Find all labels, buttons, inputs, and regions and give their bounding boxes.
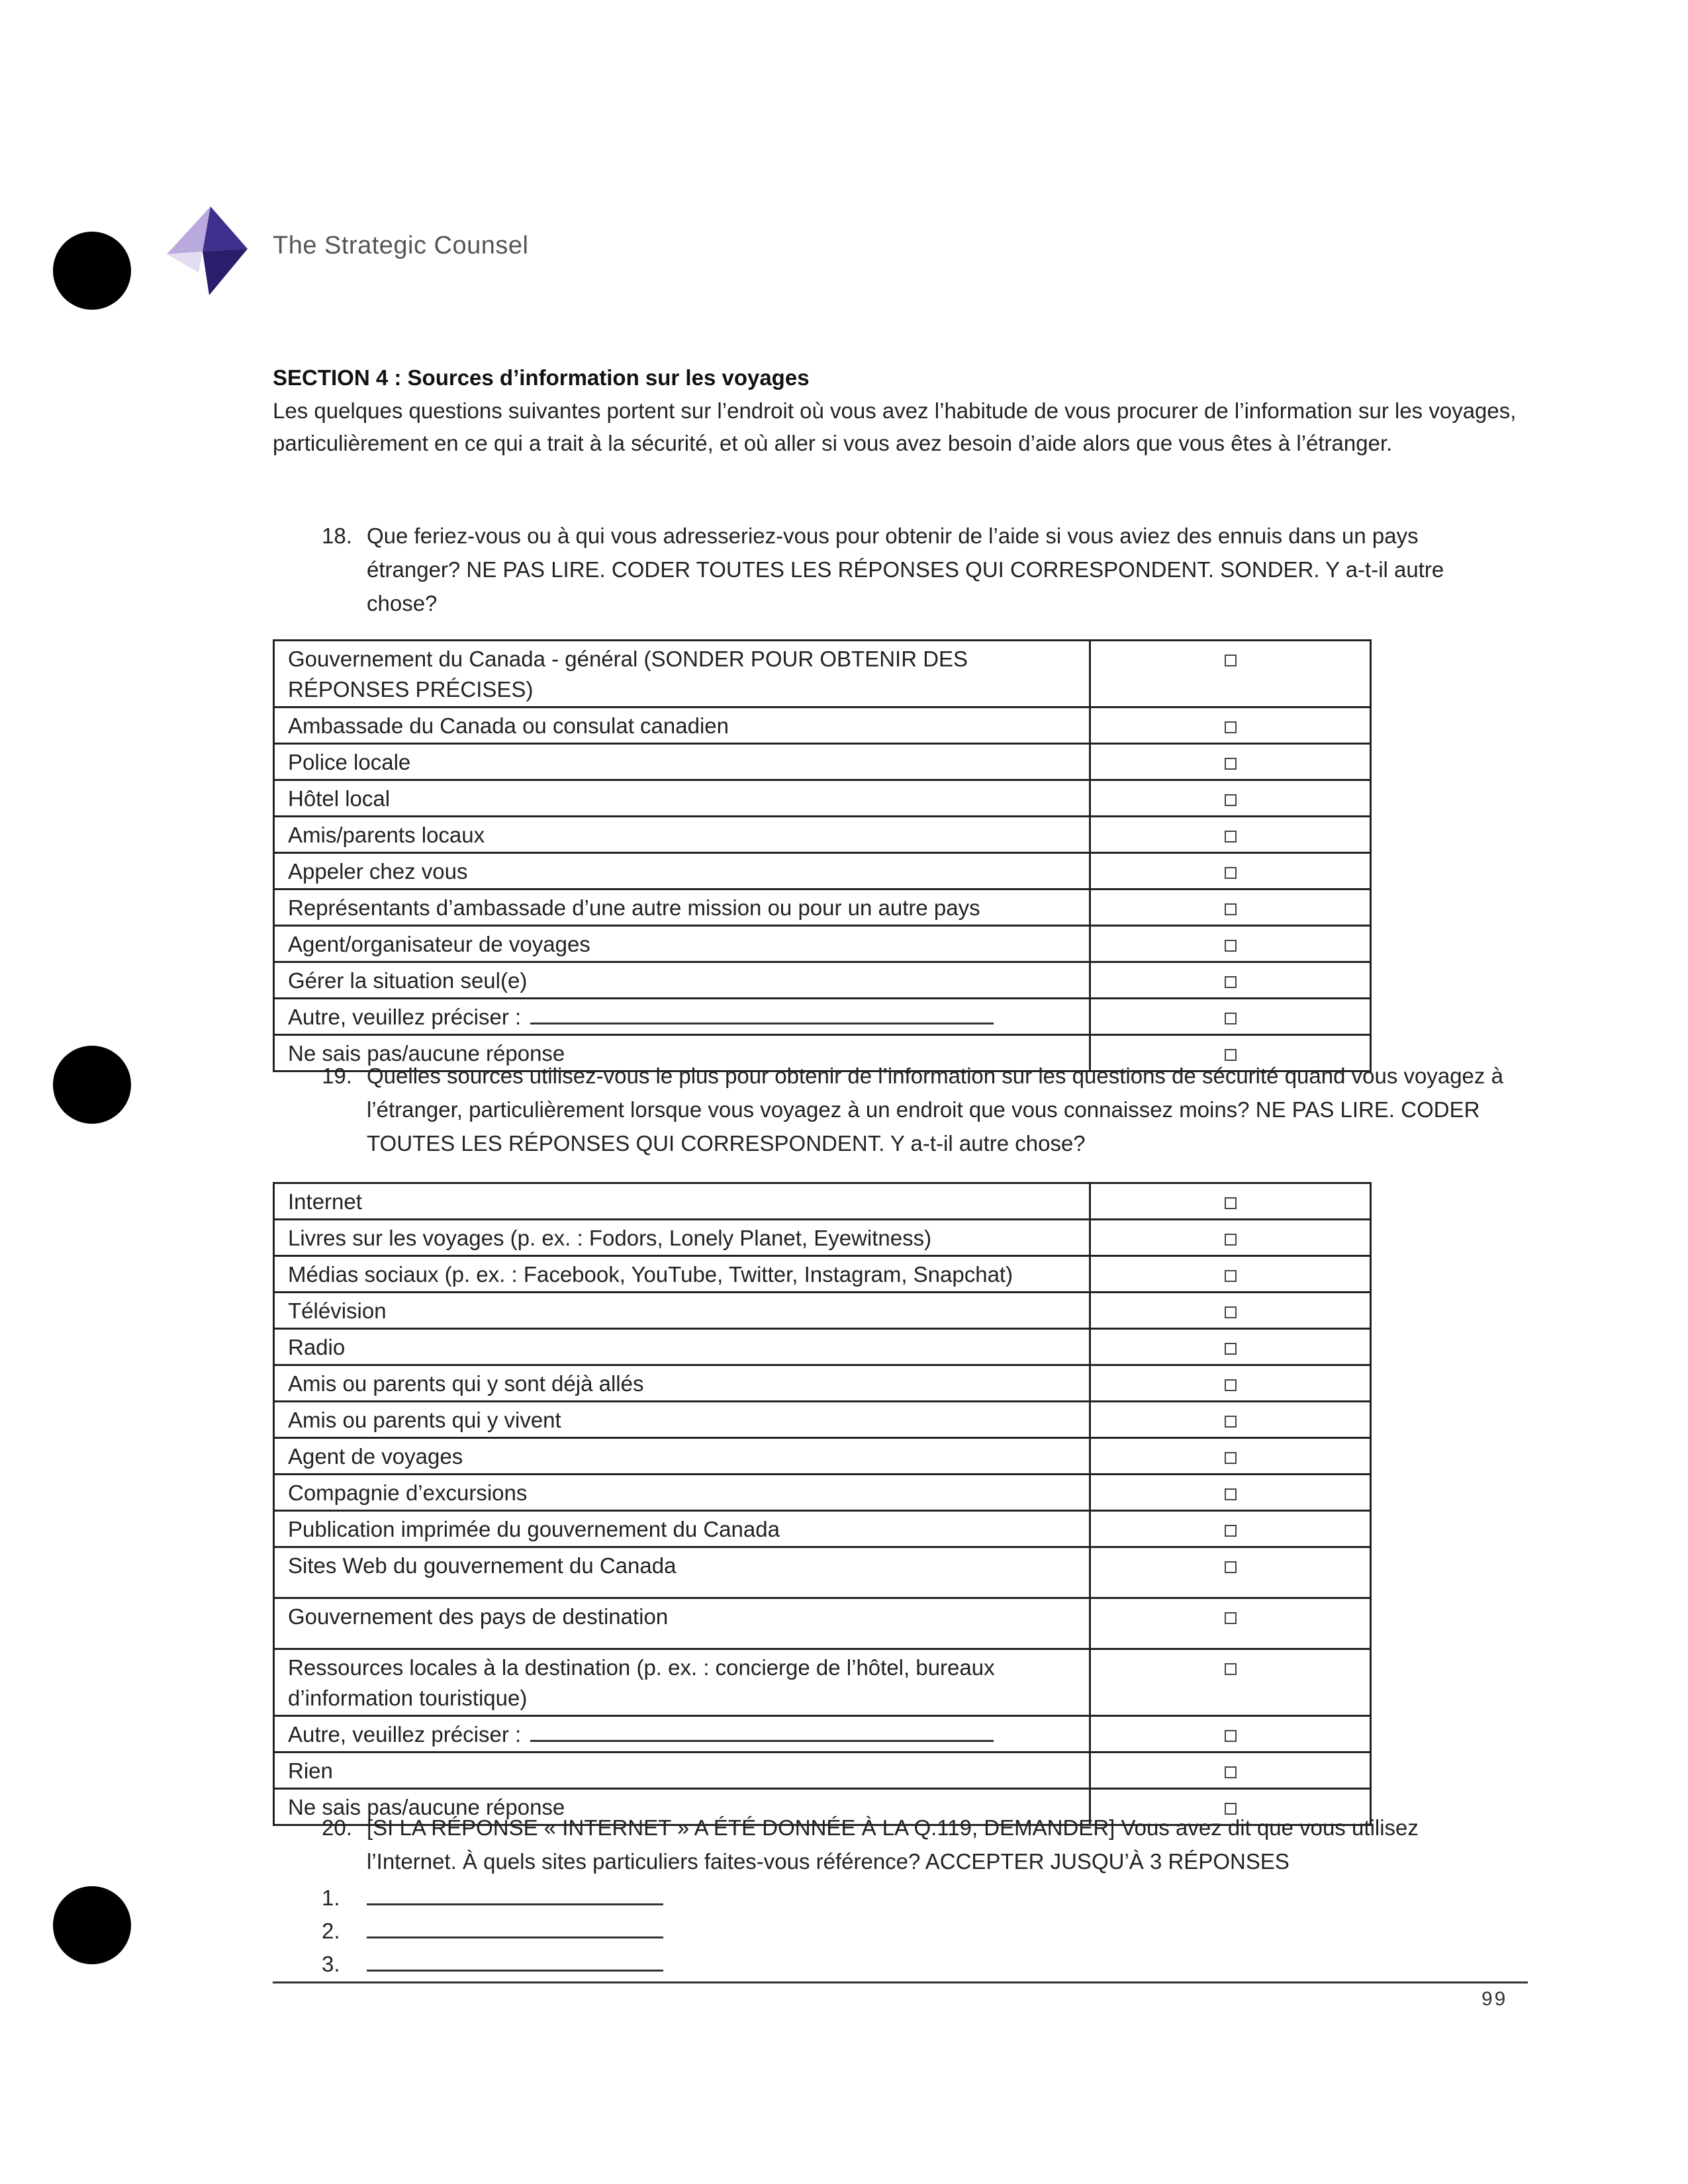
section-title: SECTION 4 : Sources d’information sur les voyages [273, 365, 810, 390]
table-row [274, 1329, 1371, 1365]
checkbox[interactable] [1225, 1416, 1237, 1428]
option-label: Publication imprimée du gouvernement du Canada [274, 1511, 1090, 1547]
table-row [274, 1438, 1371, 1475]
option-label: Amis/parents locaux [274, 817, 1090, 853]
answer-number: 2. [322, 1919, 340, 1943]
table-row [274, 999, 1371, 1035]
question-number: 18. [322, 523, 352, 548]
footer-divider [273, 1981, 1528, 1983]
option-label: Autre, veuillez préciser : [288, 1005, 522, 1029]
option-label: Ne sais pas/aucune réponse [274, 1789, 1090, 1825]
question-19 [322, 1059, 1513, 1160]
q19-answer-table [273, 1182, 1372, 1826]
option-label: Rien [274, 1752, 1090, 1789]
option-label: Internet [274, 1183, 1090, 1220]
table-row [274, 1752, 1371, 1789]
section-intro: Les quelques questions suivantes portent sur l’endroit où vous avez l’habitude de vous procurer de l’information sur les voyages, particulièrement en ce qui a trait à la sécurité, et où aller si vous avez besoin d’aide alors que vous êtes à l’étranger. [273, 398, 1517, 455]
company-name: The Strategic Counsel [273, 232, 529, 259]
hole-punch-mark [53, 1886, 131, 1964]
table-row [274, 1183, 1371, 1220]
table-row [274, 817, 1371, 853]
table-row [274, 889, 1371, 926]
checkbox[interactable] [1225, 1525, 1237, 1537]
checkbox[interactable] [1225, 758, 1237, 770]
checkbox[interactable] [1225, 1234, 1237, 1246]
question-20 [322, 1811, 1513, 1878]
table-row [274, 962, 1371, 999]
option-label: Télévision [274, 1293, 1090, 1329]
option-label: Autre, veuillez préciser : [288, 1722, 522, 1747]
answer-number: 1. [322, 1886, 340, 1910]
checkbox[interactable] [1225, 1343, 1237, 1355]
checkbox[interactable] [1225, 1488, 1237, 1500]
table-row [274, 1716, 1371, 1752]
question-text: [SI LA RÉPONSE « INTERNET » A ÉTÉ DONNÉE À LA Q.119, DEMANDER] Vous avez dit que vous utilisez l’Internet. À quels sites particuliers faites-vous référence? ACCEPTER JUSQU’À 3 RÉPONSES [367, 1815, 1419, 1874]
hole-punch-mark [53, 232, 131, 310]
checkbox[interactable] [1225, 721, 1237, 733]
checkbox[interactable] [1225, 1612, 1237, 1624]
option-label: Ressources locales à la destination (p. ex. : concierge de l’hôtel, bureaux d’information touristique) [274, 1649, 1090, 1716]
option-label: Gérer la situation seul(e) [274, 962, 1090, 999]
checkbox[interactable] [1225, 1197, 1237, 1209]
specify-other-field[interactable] [530, 1003, 994, 1024]
table-row [274, 1256, 1371, 1293]
option-label: Police locale [274, 744, 1090, 780]
hole-punch-mark [53, 1046, 131, 1124]
checkbox[interactable] [1225, 1270, 1237, 1282]
question-text: Que feriez-vous ou à qui vous adresseriez-vous pour obtenir de l’aide si vous aviez des ennuis dans un pays étranger? NE PAS LIRE. CODER TOUTES LES RÉPONSES QUI CORRESPONDENT. SONDER. Y a-t-il autre chose? [367, 523, 1444, 615]
checkbox[interactable] [1225, 1766, 1237, 1778]
checkbox[interactable] [1225, 1013, 1237, 1024]
question-number: 20. [322, 1815, 352, 1840]
option-label: Compagnie d’excursions [274, 1475, 1090, 1511]
checkbox[interactable] [1225, 1561, 1237, 1573]
table-row [274, 780, 1371, 817]
option-label: Représentants d’ambassade d’une autre mission ou pour un autre pays [274, 889, 1090, 926]
answer-number: 3. [322, 1952, 340, 1976]
checkbox[interactable] [1225, 903, 1237, 915]
checkbox[interactable] [1225, 794, 1237, 806]
checkbox[interactable] [1225, 831, 1237, 842]
checkbox[interactable] [1225, 867, 1237, 879]
option-label: Hôtel local [274, 780, 1090, 817]
specify-other-field[interactable] [530, 1720, 994, 1742]
table-row [274, 1293, 1371, 1329]
answer-field[interactable] [367, 1917, 663, 1938]
checkbox[interactable] [1225, 655, 1237, 666]
option-label: Ambassade du Canada ou consulat canadien [274, 707, 1090, 744]
table-row [274, 1547, 1371, 1598]
option-label: Gouvernement du Canada - général (SONDER POUR OBTENIR DES RÉPONSES PRÉCISES) [274, 641, 1090, 707]
table-row [274, 1511, 1371, 1547]
table-row [274, 1475, 1371, 1511]
table-row [274, 1365, 1371, 1402]
answer-field[interactable] [367, 1884, 663, 1905]
answer-line [322, 1884, 663, 1911]
question-number: 19. [322, 1064, 352, 1088]
option-label: Sites Web du gouvernement du Canada [274, 1547, 1090, 1598]
checkbox[interactable] [1225, 1452, 1237, 1464]
checkbox[interactable] [1225, 976, 1237, 988]
option-label: Gouvernement des pays de destination [274, 1598, 1090, 1649]
option-label: Livres sur les voyages (p. ex. : Fodors, Lonely Planet, Eyewitness) [274, 1220, 1090, 1256]
table-row [274, 641, 1371, 707]
checkbox[interactable] [1225, 1663, 1237, 1675]
answer-line [322, 1950, 663, 1977]
table-row [274, 707, 1371, 744]
option-label: Ne sais pas/aucune réponse [274, 1035, 1090, 1071]
option-label: Agent de voyages [274, 1438, 1090, 1475]
table-row [274, 744, 1371, 780]
table-row [274, 1649, 1371, 1716]
answer-field[interactable] [367, 1950, 663, 1972]
checkbox[interactable] [1225, 1730, 1237, 1742]
table-row [274, 1220, 1371, 1256]
option-label: Agent/organisateur de voyages [274, 926, 1090, 962]
q18-answer-table [273, 639, 1372, 1072]
option-label: Amis ou parents qui y sont déjà allés [274, 1365, 1090, 1402]
page-number: 99 [1481, 1988, 1508, 2010]
table-row [274, 853, 1371, 889]
answer-line [322, 1917, 663, 1944]
checkbox[interactable] [1225, 1379, 1237, 1391]
table-row [274, 926, 1371, 962]
checkbox[interactable] [1225, 940, 1237, 952]
question-text: Quelles sources utilisez-vous le plus pour obtenir de l’information sur les questions de sécurité quand vous voyagez à l’étranger, particulièrement lorsque vous voyagez à un endroit que vous connaissez moins? NE PAS LIRE. CODER TOUTES LES RÉPONSES QUI CORRESPONDENT. Y a-t-il autre chose? [367, 1064, 1503, 1156]
table-row [274, 1598, 1371, 1649]
strategic-counsel-logo-icon [164, 206, 257, 295]
option-label: Amis ou parents qui y vivent [274, 1402, 1090, 1438]
checkbox[interactable] [1225, 1306, 1237, 1318]
table-row [274, 1402, 1371, 1438]
option-label: Appeler chez vous [274, 853, 1090, 889]
option-label: Médias sociaux (p. ex. : Facebook, YouTube, Twitter, Instagram, Snapchat) [274, 1256, 1090, 1293]
option-label: Radio [274, 1329, 1090, 1365]
question-18 [322, 519, 1513, 620]
